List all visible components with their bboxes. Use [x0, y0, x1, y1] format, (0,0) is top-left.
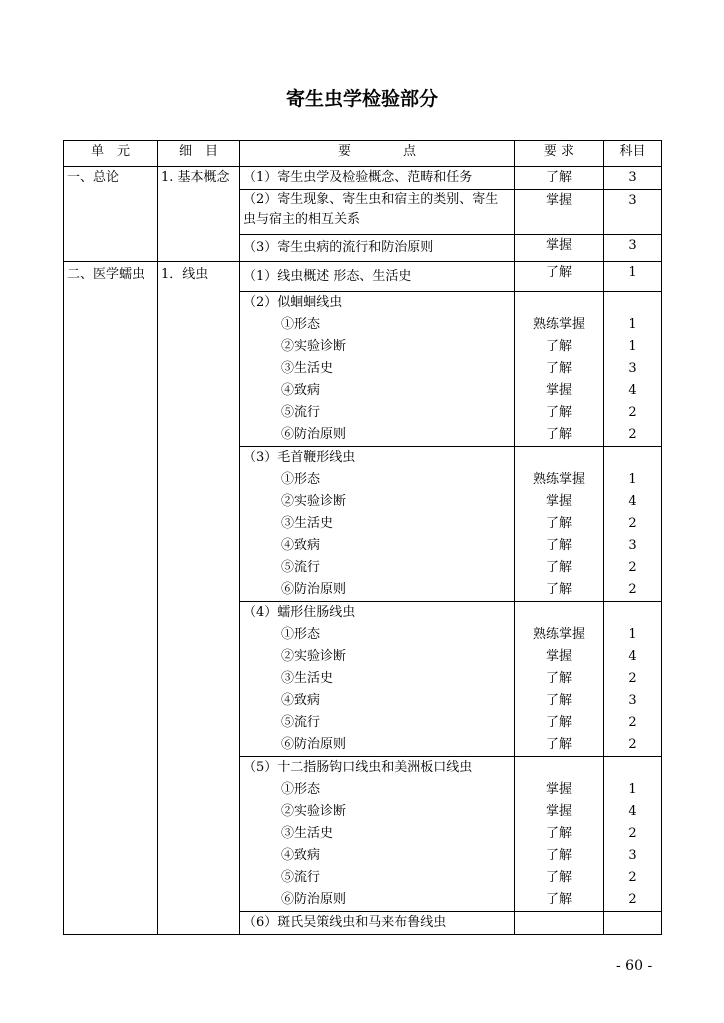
- point-cell: （2）寄生现象、寄生虫和宿主的类别、寄生虫与宿主的相互关系: [240, 190, 515, 235]
- requirement-cell: [515, 447, 604, 602]
- point-cell: [240, 757, 515, 912]
- requirement-cell: [515, 757, 604, 912]
- sub-point: ④致病: [281, 848, 321, 863]
- subject-value: 1: [628, 317, 637, 332]
- requirement-value: 了解: [545, 405, 572, 420]
- subject-value: 2: [628, 427, 637, 442]
- subject-value: 1: [628, 627, 637, 642]
- subject-value: 1: [628, 782, 637, 797]
- requirement-value: 熟练掌握: [532, 627, 585, 642]
- point-cell: [240, 447, 515, 602]
- requirement-cell: 了解: [515, 167, 604, 190]
- sub-point: ②实验诊断: [281, 649, 347, 664]
- subject-cell: 3: [604, 190, 662, 235]
- item-cell: 1. 基本概念: [158, 167, 240, 262]
- subject-value: 2: [628, 560, 637, 575]
- sub-point: ⑥防治原则: [281, 582, 347, 597]
- requirement-value: 熟练掌握: [532, 317, 585, 332]
- subject-value: 2: [628, 870, 637, 885]
- header-unit: 单 元: [64, 141, 158, 167]
- sub-point: ③生活史: [281, 671, 334, 686]
- requirement-value: 了解: [545, 848, 572, 863]
- sub-point: ③生活史: [281, 361, 334, 376]
- sub-point: ②实验诊断: [281, 339, 347, 354]
- sub-point: ⑥防治原则: [281, 427, 347, 442]
- sub-point: ③生活史: [281, 516, 334, 531]
- header-subject: 科目: [604, 141, 662, 167]
- requirement-value: 熟练掌握: [532, 472, 585, 487]
- point-cell: （1）线虫概述 形态、生活史: [240, 262, 515, 292]
- sub-point: ⑤流行: [281, 870, 321, 885]
- requirement-value: 掌握: [545, 494, 572, 509]
- subject-value: 4: [628, 494, 637, 509]
- point-cell: （1）寄生虫学及检验概念、范畴和任务: [240, 167, 515, 190]
- sub-point: ①形态: [281, 472, 321, 487]
- sub-point: ⑤流行: [281, 715, 321, 730]
- subject-value: 2: [628, 892, 637, 907]
- sub-point: ③生活史: [281, 826, 334, 841]
- subject-value: 3: [628, 848, 637, 863]
- subject-value: 3: [628, 538, 637, 553]
- requirement-cell: 掌握: [515, 235, 604, 262]
- header-requirement: 要 求: [515, 141, 604, 167]
- sub-point: ④致病: [281, 693, 321, 708]
- requirement-cell: 掌握: [515, 190, 604, 235]
- subject-cell: 3: [604, 167, 662, 190]
- sub-point: ④致病: [281, 538, 321, 553]
- group-heading: （5）十二指肠钩口线虫和美洲板口线虫: [243, 760, 473, 775]
- requirement-value: 掌握: [545, 804, 572, 819]
- subject-value: 2: [628, 671, 637, 686]
- subject-cell: [604, 757, 662, 912]
- subject-value: 3: [628, 693, 637, 708]
- requirement-cell: [515, 912, 604, 935]
- page-number: - 60 -: [616, 958, 653, 974]
- requirement-value: 掌握: [545, 649, 572, 664]
- group-heading: （4）蠕形住肠线虫: [243, 605, 356, 620]
- subject-value: 3: [628, 361, 637, 376]
- subject-value: 2: [628, 582, 637, 597]
- subject-cell: [604, 912, 662, 935]
- group-heading: （2）似蛔蛔线虫: [243, 295, 343, 310]
- sub-point: ⑥防治原则: [281, 892, 347, 907]
- subject-cell: 3: [604, 235, 662, 262]
- point-cell: [240, 602, 515, 757]
- requirement-value: 了解: [545, 427, 572, 442]
- unit-cell: 二、医学蠕虫: [64, 262, 158, 935]
- subject-cell: [604, 602, 662, 757]
- point-cell: （6）斑氏吴策线虫和马来布鲁线虫: [240, 912, 515, 935]
- requirement-value: 了解: [545, 870, 572, 885]
- sub-point: ②实验诊断: [281, 804, 347, 819]
- requirement-cell: [515, 602, 604, 757]
- subject-value: 4: [628, 383, 637, 398]
- sub-point: ①形态: [281, 317, 321, 332]
- subject-value: 1: [628, 472, 637, 487]
- sub-point: ⑤流行: [281, 560, 321, 575]
- subject-value: 1: [628, 339, 637, 354]
- subject-value: 2: [628, 715, 637, 730]
- requirement-value: 掌握: [545, 383, 572, 398]
- requirement-cell: 了解: [515, 262, 604, 292]
- subject-value: 4: [628, 649, 637, 664]
- subject-value: 2: [628, 737, 637, 752]
- requirement-value: 了解: [545, 693, 572, 708]
- requirement-value: 了解: [545, 538, 572, 553]
- subject-cell: [604, 447, 662, 602]
- subject-value: 2: [628, 516, 637, 531]
- requirement-value: 了解: [545, 516, 572, 531]
- subject-value: 4: [628, 804, 637, 819]
- sub-point: ②实验诊断: [281, 494, 347, 509]
- requirement-cell: [515, 292, 604, 447]
- requirement-value: 了解: [545, 560, 572, 575]
- page-title: 寄生虫学检验部分: [285, 88, 438, 110]
- sub-point: ①形态: [281, 627, 321, 642]
- table-row: [64, 262, 662, 292]
- requirement-value: 了解: [545, 582, 572, 597]
- syllabus-table: [63, 140, 662, 935]
- point-cell: （3）寄生虫病的流行和防治原则: [240, 235, 515, 262]
- table-row: [64, 167, 662, 190]
- sub-point: ⑤流行: [281, 405, 321, 420]
- requirement-value: 了解: [545, 361, 572, 376]
- subject-value: 2: [628, 826, 637, 841]
- requirement-value: 了解: [545, 892, 572, 907]
- subject-value: 2: [628, 405, 637, 420]
- item-cell: 1．线虫: [158, 262, 240, 935]
- subject-cell: 1: [604, 262, 662, 292]
- header-point: 要 点: [240, 141, 515, 167]
- table-header-row: [64, 141, 662, 167]
- group-heading: （3）毛首鞭形线虫: [243, 450, 356, 465]
- requirement-value: 了解: [545, 339, 572, 354]
- unit-cell: 一、总论: [64, 167, 158, 262]
- header-item: 细 目: [158, 141, 240, 167]
- subject-cell: [604, 292, 662, 447]
- point-cell: [240, 292, 515, 447]
- requirement-value: 了解: [545, 826, 572, 841]
- sub-point: ⑥防治原则: [281, 737, 347, 752]
- requirement-value: 了解: [545, 715, 572, 730]
- sub-point: ①形态: [281, 782, 321, 797]
- sub-point: ④致病: [281, 383, 321, 398]
- requirement-value: 了解: [545, 737, 572, 752]
- requirement-value: 掌握: [545, 782, 572, 797]
- requirement-value: 了解: [545, 671, 572, 686]
